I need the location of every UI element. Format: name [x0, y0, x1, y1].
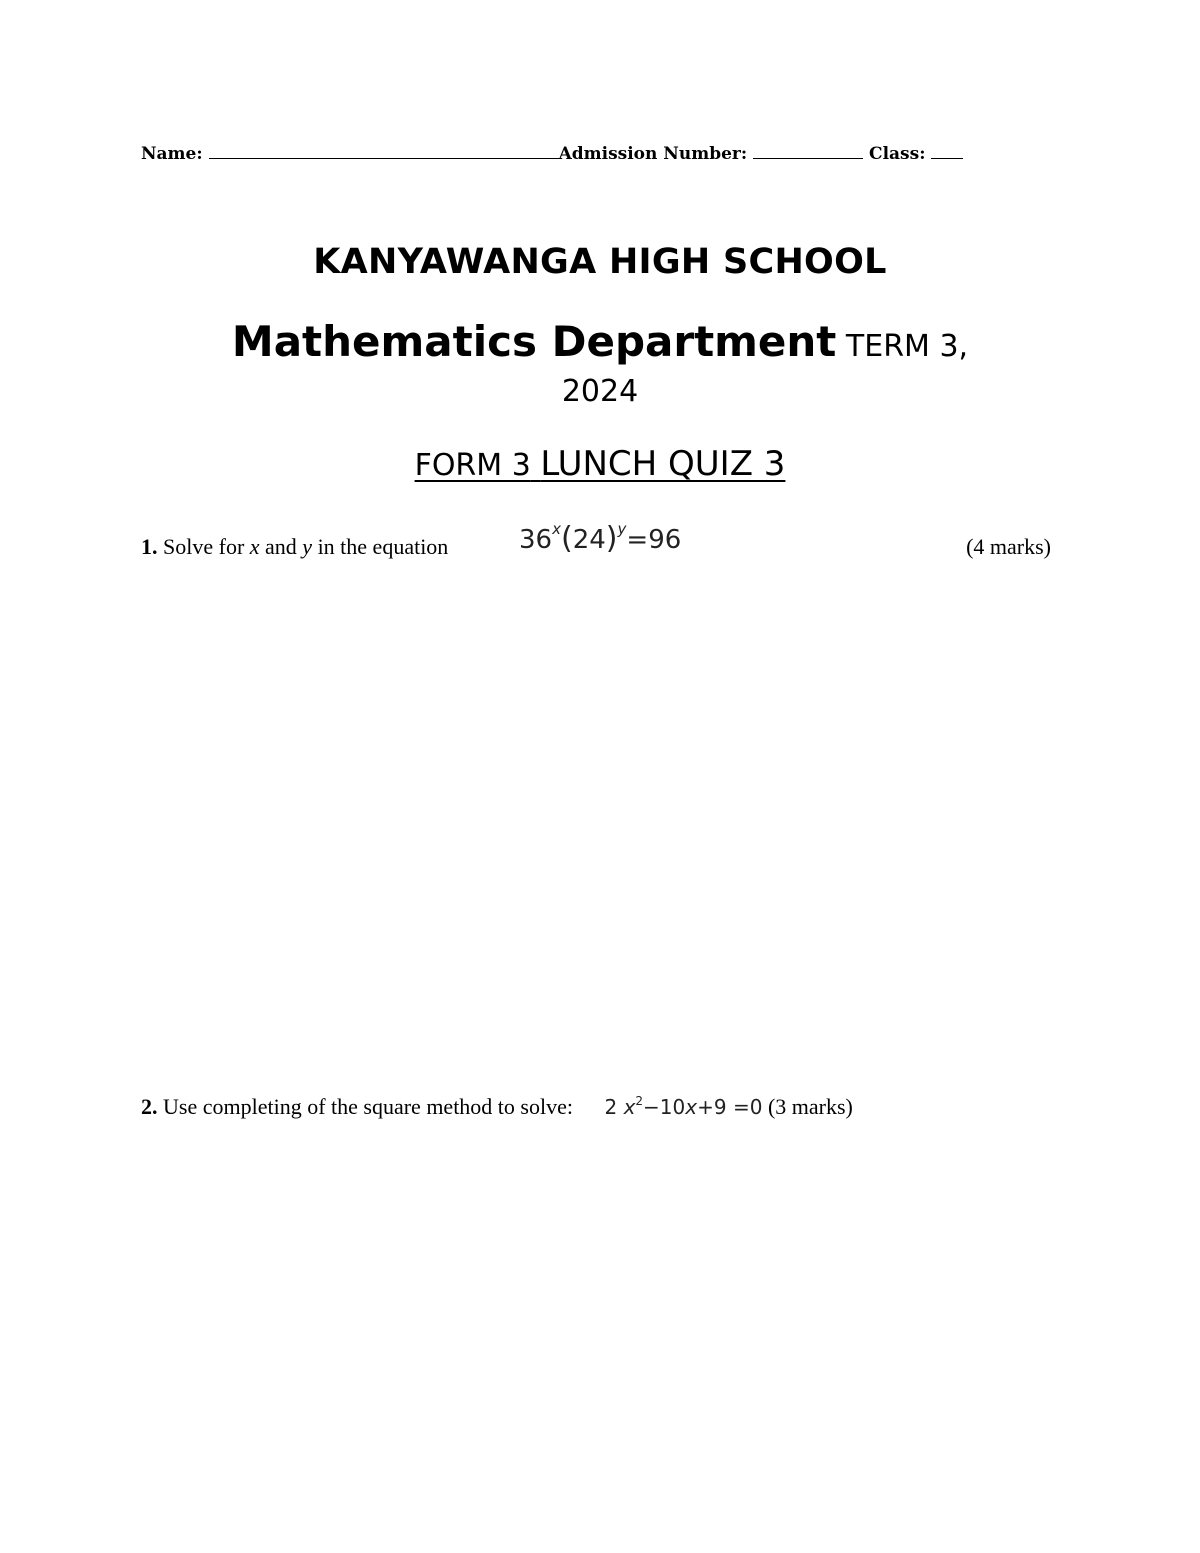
question-1 [141, 520, 1056, 560]
equation-1: $36^x(24)^y=96$ [519, 520, 682, 556]
variable-y: y [302, 534, 313, 559]
student-info-header [141, 144, 1041, 164]
question-2 [141, 1094, 1056, 1120]
quiz-title [0, 444, 1200, 484]
question-text: Use completing of the square method to solve: [163, 1094, 573, 1119]
marks-label: (4 marks) [966, 534, 1051, 559]
question-number: 2. [141, 1094, 158, 1119]
department-line [0, 317, 1200, 372]
term-label: TERM 3, [845, 329, 969, 364]
class-blank [931, 144, 963, 159]
equation-2: 2 $x^2-10x+9 =0$ [604, 1094, 763, 1119]
marks-label: (3 marks) [767, 1094, 853, 1119]
school-name: KANYAWANGA HIGH SCHOOL [313, 242, 887, 282]
admission-number-label: Admission Number: [558, 144, 748, 164]
question-text: and [265, 534, 297, 559]
quiz-name: LUNCH QUIZ 3 [540, 444, 786, 484]
admission-number-blank [753, 144, 863, 159]
department-name: Mathematics Department [231, 317, 837, 366]
question-text: Solve for [163, 534, 245, 559]
question-text: in the equation [317, 534, 449, 559]
class-label: Class: [869, 144, 926, 164]
question-number: 1. [141, 534, 158, 559]
name-blank [209, 144, 559, 159]
variable-x: x [249, 534, 260, 559]
name-label: Name: [141, 144, 203, 164]
quiz-form: FORM 3 [414, 448, 531, 483]
year-label: 2024 [561, 374, 639, 409]
